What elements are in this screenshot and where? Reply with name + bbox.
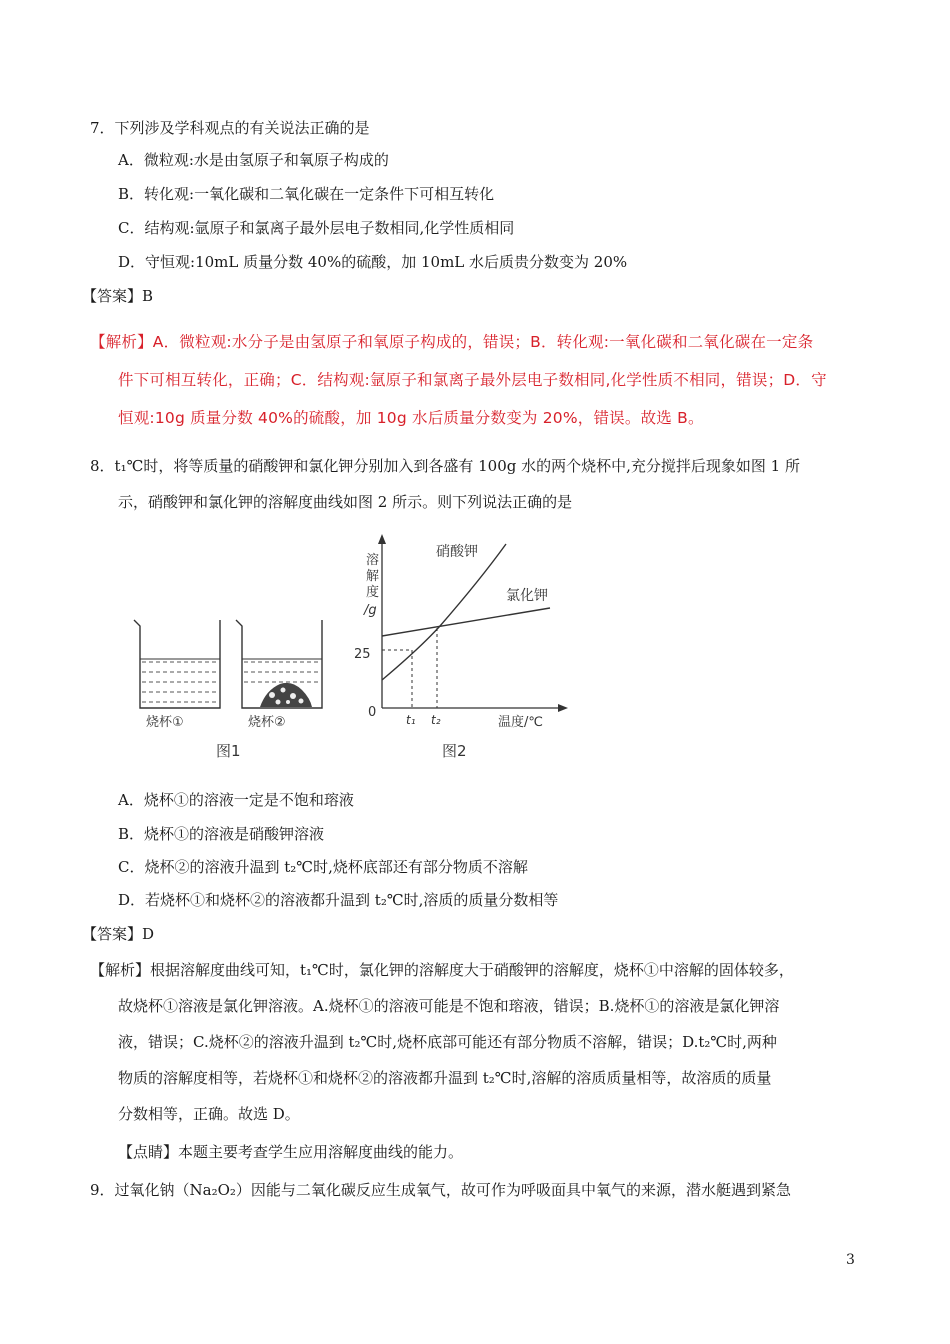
fig2-caption: 图2 bbox=[442, 742, 467, 760]
beaker-1-solution bbox=[142, 662, 218, 702]
kcl-curve bbox=[382, 608, 550, 636]
beaker-2-solution bbox=[244, 662, 320, 682]
solubility-figure bbox=[120, 530, 570, 770]
origin-label: 0 bbox=[368, 705, 377, 720]
q7-answer: 【答案】B bbox=[82, 287, 154, 305]
q8-analysis-line-3: 液，错误；C.烧杯②的溶液升温到 t₂℃时,烧杯底部可能还有部分物质不溶解，错误；D.t₂℃时,两种 bbox=[118, 1033, 777, 1051]
q8-stem-line-1: 8．t₁℃时，将等质量的硝酸钾和氯化钾分别加入到各盛有 100g 水的两个烧杯中,充分搅拌后现象如图 1 所 bbox=[90, 457, 800, 475]
beaker-1-label: 烧杯① bbox=[146, 715, 184, 730]
q8-option-d: D．若烧杯①和烧杯②的溶液都升温到 t₂℃时,溶质的质量分数相等 bbox=[118, 891, 559, 909]
x-tick-t1: t₁ bbox=[406, 713, 416, 727]
q8-option-c: C．烧杯②的溶液升温到 t₂℃时,烧杯底部还有部分物质不溶解 bbox=[118, 858, 528, 876]
q7-option-b: B．转化观:一氧化碳和二氧化碳在一定条件下可相互转化 bbox=[118, 185, 495, 203]
x-tick-t2: t₂ bbox=[431, 713, 441, 727]
q7-option-d: D．守恒观:10mL 质量分数 40%的硫酸，加 10mL 水后质贵分数变为 20% bbox=[118, 253, 628, 271]
kno3-curve bbox=[382, 544, 506, 680]
q8-analysis-line-1: 【解析】根据溶解度曲线可知，t₁℃时，氯化钾的溶解度大于硝酸钾的溶解度，烧杯①中溶解的固体较多， bbox=[90, 961, 794, 979]
beaker-2-label: 烧杯② bbox=[248, 715, 286, 730]
page-number: 3 bbox=[846, 1252, 855, 1268]
q7-option-c: C．结构观:氩原子和氯离子最外层电子数相同,化学性质相同 bbox=[118, 219, 515, 237]
y-axis-label-2: 解 bbox=[366, 569, 380, 584]
x-axis-label: 温度/℃ bbox=[498, 715, 543, 730]
q7-analysis-line-3: 恒观:10g 质量分数 40%的硫酸，加 10g 水后质量分数变为 20%，错误。故选 B。 bbox=[118, 409, 704, 427]
beaker-2 bbox=[236, 620, 322, 708]
x-axis-arrow bbox=[558, 704, 568, 712]
y-axis-label-1: 溶 bbox=[366, 553, 380, 568]
q8-stem-line-2: 示，硝酸钾和氯化钾的溶解度曲线如图 2 所示。则下列说法正确的是 bbox=[118, 493, 573, 511]
fig1-caption: 图1 bbox=[216, 742, 241, 760]
q8-option-b: B．烧杯①的溶液是硝酸钾溶液 bbox=[118, 825, 325, 843]
q7-option-a: A．微粒观:水是由氢原子和氧原子构成的 bbox=[118, 151, 389, 169]
kno3-label: 硝酸钾 bbox=[436, 544, 478, 560]
beaker-1 bbox=[134, 620, 220, 708]
solubility-chart bbox=[354, 534, 568, 730]
q7-stem: 7．下列涉及学科观点的有关说法正确的是 bbox=[90, 119, 370, 137]
q7-analysis-line-1: 【解析】A．微粒观:水分子是由氢原子和氧原子构成的，错误；B．转化观:一氧化碳和二氧化碳在一定条 bbox=[90, 333, 814, 351]
q7-analysis-line-2: 件下可相互转化，正确；C．结构观:氩原子和氯离子最外层电子数相同,化学性质不相同，错误；D．守 bbox=[118, 371, 827, 389]
kcl-label: 氯化钾 bbox=[506, 588, 548, 604]
q8-analysis-line-2: 故烧杯①溶液是氯化钾溶液。A.烧杯①的溶液可能是不饱和瑢液，错误；B.烧杯①的溶液是氯化钾溶 bbox=[118, 997, 780, 1015]
q9-stem: 9．过氧化钠（Na₂O₂）因能与二氧化碳反应生成氧气，故可作为呼吸面具中氧气的来源，潜水艇遇到紧急 bbox=[90, 1181, 791, 1199]
y-tick-25: 25 bbox=[354, 647, 371, 662]
q8-tip: 【点睛】本题主要考查学生应用溶解度曲线的能力。 bbox=[118, 1143, 464, 1161]
y-axis-label-3: 度 bbox=[366, 585, 380, 600]
y-axis-label-4: /g bbox=[364, 603, 377, 618]
q8-option-a: A．烧杯①的溶液一定是不饱和瑢液 bbox=[118, 791, 354, 809]
undissolved-solid bbox=[260, 683, 312, 707]
q8-analysis-line-4: 物质的溶解度相等，若烧杯①和烧杯②的溶液都升温到 t₂℃时,溶解的溶质质量相等，故溶质的质量 bbox=[118, 1069, 772, 1087]
y-axis-arrow bbox=[378, 534, 386, 544]
q8-answer: 【答案】D bbox=[82, 925, 155, 943]
q8-analysis-line-5: 分数相等，正确。故选 D。 bbox=[118, 1105, 300, 1123]
